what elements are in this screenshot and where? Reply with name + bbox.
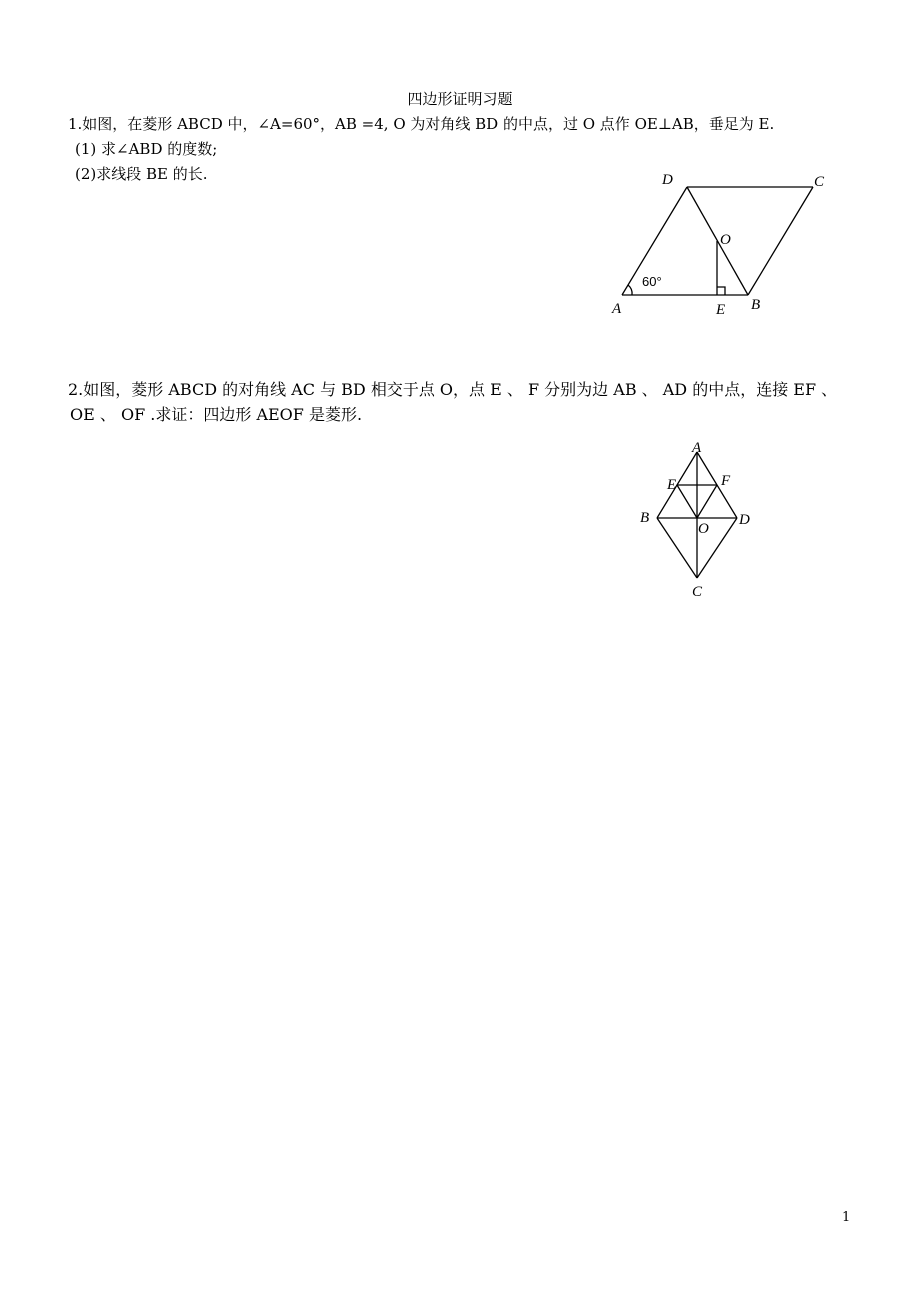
q2-label-f: F <box>721 473 731 489</box>
q1-label-c: C <box>814 174 825 190</box>
q2-label-d: D <box>739 512 750 528</box>
q1-figure <box>600 165 840 325</box>
q1-right-angle-mark <box>717 287 725 295</box>
q2-stem-line1: 2.如图，菱形 ABCD 的对角线 AC 与 BD 相交于点 O，点 E 、 F 分别为边 AB 、 AD 的中点，连接 EF 、 <box>68 380 838 399</box>
q2-label-c: C <box>692 584 703 600</box>
q2-segment-oe <box>677 485 697 518</box>
q1-angle-label: 60° <box>642 274 662 289</box>
q2-label-o: O <box>698 521 709 537</box>
q2-label-a: A <box>692 440 702 456</box>
q2-segment-of <box>697 485 717 518</box>
page-number: 1 <box>842 1210 851 1225</box>
q2-label-b: B <box>640 510 650 526</box>
q2-figure <box>630 435 770 605</box>
q2-label-e: E <box>667 477 677 493</box>
q1-side-bc <box>748 187 813 295</box>
q1-label-b: B <box>751 297 761 313</box>
q1-angle-arc <box>628 285 632 295</box>
q1-label-a: A <box>612 301 622 317</box>
q1-part1: (1) 求∠ABD 的度数; <box>75 140 218 158</box>
q1-part2: (2)求线段 BE 的长. <box>75 165 208 183</box>
q2-stem-line2: OE 、 OF .求证：四边形 AEOF 是菱形. <box>70 405 363 424</box>
q1-label-o: O <box>720 232 731 248</box>
q1-label-d: D <box>662 172 673 188</box>
q2-side-bc <box>657 518 697 578</box>
q1-stem: 1.如图，在菱形 ABCD 中，∠A=60°，AB =4, O 为对角线 BD 的中点，过 O 点作 OE⊥AB，垂足为 E. <box>68 115 775 133</box>
q1-label-e: E <box>716 302 726 318</box>
page-title: 四边形证明习题 <box>407 90 513 108</box>
